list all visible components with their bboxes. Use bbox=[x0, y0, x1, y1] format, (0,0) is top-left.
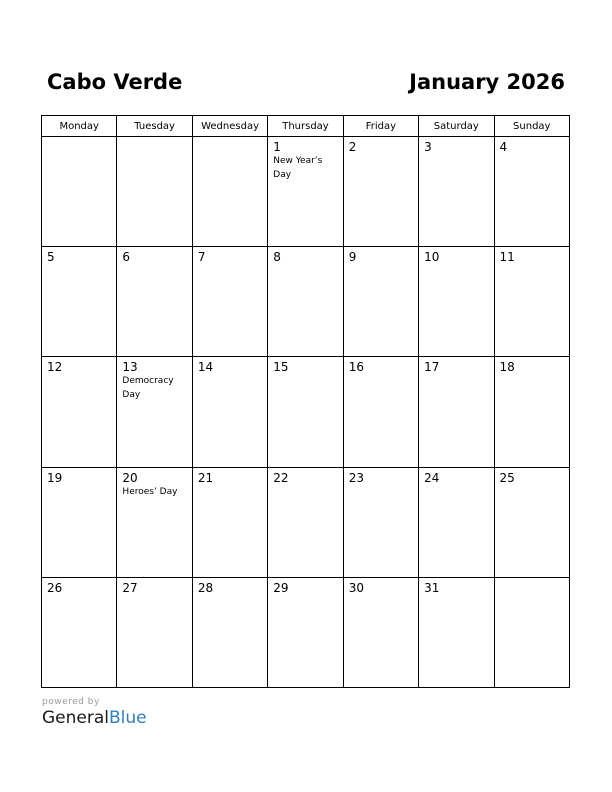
calendar-header bbox=[47, 70, 565, 100]
week-row-1 bbox=[42, 137, 570, 247]
powered-by-label: powered by bbox=[42, 697, 100, 707]
day-number: 24 bbox=[424, 470, 440, 485]
day-cell bbox=[343, 357, 418, 467]
day-cell bbox=[42, 577, 117, 687]
day-number: 19 bbox=[47, 470, 63, 485]
day-number bbox=[42, 137, 116, 140]
day-number: 16 bbox=[348, 360, 364, 375]
day-number: 5 bbox=[47, 250, 55, 265]
week-row-4 bbox=[42, 467, 570, 577]
day-number: 11 bbox=[499, 250, 515, 265]
day-number: 28 bbox=[197, 580, 214, 595]
day-cell bbox=[343, 247, 418, 357]
weekday-header-wednesday: Wednesday bbox=[192, 116, 267, 137]
day-cell bbox=[494, 467, 569, 577]
day-number: 25 bbox=[499, 470, 515, 485]
generalblue-logo[interactable] bbox=[42, 708, 147, 728]
day-cell bbox=[494, 357, 569, 467]
day-number: 31 bbox=[424, 580, 440, 595]
day-number: 8 bbox=[273, 250, 281, 265]
day-cell bbox=[419, 467, 494, 577]
day-number: 6 bbox=[122, 250, 131, 265]
day-number bbox=[495, 578, 569, 581]
day-cell bbox=[117, 577, 192, 687]
day-number: 20 bbox=[122, 470, 138, 485]
day-cell bbox=[343, 137, 418, 247]
day-cell bbox=[192, 577, 267, 687]
logo-text-blue: Blue bbox=[109, 708, 147, 728]
weekday-header-monday: Monday bbox=[42, 116, 117, 137]
day-cell bbox=[343, 467, 418, 577]
day-cell bbox=[419, 357, 494, 467]
day-number: 10 bbox=[424, 250, 440, 265]
day-number: 3 bbox=[424, 140, 432, 154]
day-number: 9 bbox=[348, 250, 357, 265]
day-cell bbox=[117, 137, 192, 247]
day-number: 26 bbox=[47, 580, 63, 595]
day-cell bbox=[419, 137, 494, 247]
day-number: 21 bbox=[197, 470, 214, 485]
day-number: 14 bbox=[197, 360, 214, 375]
day-number: 23 bbox=[348, 470, 364, 485]
day-number: 15 bbox=[273, 360, 289, 375]
week-row-5 bbox=[42, 577, 570, 687]
weekday-header-row bbox=[42, 116, 570, 137]
generalblue-branding bbox=[42, 697, 147, 728]
weekday-header-thursday: Thursday bbox=[268, 116, 343, 137]
day-cell bbox=[42, 357, 117, 467]
day-cell bbox=[192, 357, 267, 467]
day-cell bbox=[268, 467, 343, 577]
day-number: 27 bbox=[122, 580, 138, 595]
weekday-header-saturday: Saturday bbox=[419, 116, 494, 137]
month-calendar-grid bbox=[41, 115, 570, 688]
day-cell bbox=[192, 467, 267, 577]
holiday-label: Heroes’ Day bbox=[122, 486, 178, 497]
day-cell bbox=[268, 247, 343, 357]
day-cell bbox=[192, 137, 267, 247]
day-cell bbox=[268, 357, 343, 467]
holiday-label: New Year’s Day bbox=[273, 156, 323, 180]
day-cell bbox=[117, 357, 192, 467]
day-cell bbox=[494, 247, 569, 357]
month-year-title: January 2026 bbox=[409, 70, 565, 94]
day-cell bbox=[117, 467, 192, 577]
day-cell bbox=[42, 137, 117, 247]
day-cell bbox=[42, 467, 117, 577]
day-cell bbox=[343, 577, 418, 687]
day-number: 4 bbox=[499, 140, 508, 154]
day-number: 7 bbox=[197, 250, 206, 265]
day-cell bbox=[494, 577, 569, 687]
day-cell bbox=[117, 247, 192, 357]
day-number: 22 bbox=[273, 470, 289, 485]
day-number bbox=[193, 137, 267, 140]
weekday-header-friday: Friday bbox=[343, 116, 418, 137]
day-number: 29 bbox=[273, 580, 289, 595]
day-number: 1 bbox=[273, 140, 281, 154]
holiday-label: Democracy Day bbox=[122, 376, 174, 401]
weekday-header-sunday: Sunday bbox=[494, 116, 569, 137]
day-cell bbox=[419, 247, 494, 357]
day-number: 18 bbox=[499, 360, 515, 375]
day-number: 13 bbox=[122, 360, 138, 375]
day-number: 12 bbox=[47, 360, 63, 375]
day-cell bbox=[268, 137, 343, 247]
day-number: 17 bbox=[424, 360, 440, 375]
day-number: 2 bbox=[348, 140, 357, 154]
day-number bbox=[117, 137, 191, 140]
week-row-2 bbox=[42, 247, 570, 357]
day-cell bbox=[419, 577, 494, 687]
country-title: Cabo Verde bbox=[47, 70, 183, 94]
day-cell bbox=[42, 247, 117, 357]
day-cell bbox=[192, 247, 267, 357]
day-cell bbox=[494, 137, 569, 247]
logo-text-general: General bbox=[42, 708, 109, 728]
week-row-3 bbox=[42, 357, 570, 467]
day-cell bbox=[268, 577, 343, 687]
weekday-header-tuesday: Tuesday bbox=[117, 116, 192, 137]
day-number: 30 bbox=[348, 580, 364, 595]
